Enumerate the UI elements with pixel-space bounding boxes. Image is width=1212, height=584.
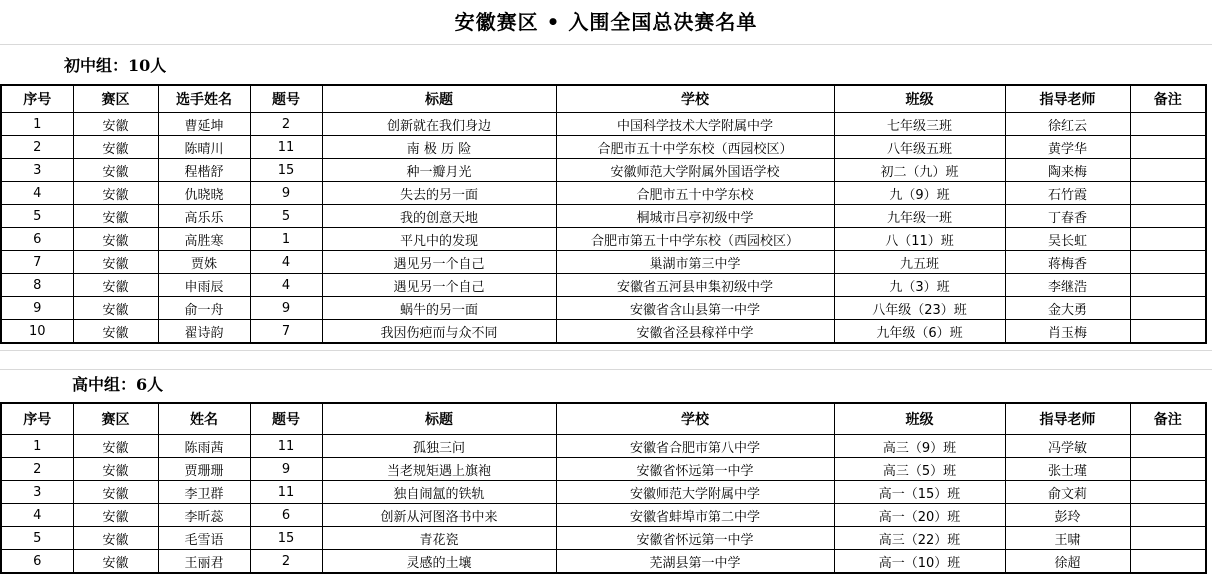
cell[interactable]: 遇见另一个自己: [322, 274, 556, 297]
cell[interactable]: 孤独三问: [322, 435, 556, 458]
cell[interactable]: 11: [250, 481, 322, 504]
cell[interactable]: 6: [250, 504, 322, 527]
cell[interactable]: [1130, 205, 1206, 228]
cell[interactable]: 申雨辰: [158, 274, 250, 297]
cell[interactable]: 1: [1, 435, 73, 458]
cell[interactable]: 七年级三班: [834, 113, 1005, 136]
table-row: [1, 504, 1206, 527]
cell[interactable]: 蜗牛的另一面: [322, 297, 556, 320]
table-row: [1, 205, 1206, 228]
cell[interactable]: 张士瑾: [1005, 458, 1130, 481]
cell[interactable]: 安徽: [73, 481, 158, 504]
cell[interactable]: 安徽: [73, 550, 158, 574]
cell[interactable]: 15: [250, 527, 322, 550]
table-row: [1, 550, 1206, 574]
cell[interactable]: 八年级五班: [834, 136, 1005, 159]
cell[interactable]: [1130, 320, 1206, 344]
cell[interactable]: [1130, 182, 1206, 205]
cell[interactable]: 俞一舟: [158, 297, 250, 320]
cell[interactable]: [1130, 136, 1206, 159]
cell[interactable]: 安徽省含山县第一中学: [556, 297, 834, 320]
col-header-name: 选手姓名: [158, 85, 250, 113]
cell[interactable]: 4: [1, 504, 73, 527]
cell[interactable]: 安徽: [73, 251, 158, 274]
cell[interactable]: 安徽师范大学附属中学: [556, 481, 834, 504]
cell[interactable]: 4: [250, 274, 322, 297]
cell[interactable]: 15: [250, 159, 322, 182]
cell[interactable]: [1130, 550, 1206, 574]
table-row: [1, 251, 1206, 274]
cell[interactable]: 3: [1, 481, 73, 504]
cell[interactable]: [1130, 297, 1206, 320]
senior-table: [0, 402, 1207, 574]
cell[interactable]: 安徽省合肥市第八中学: [556, 435, 834, 458]
table-row: [1, 297, 1206, 320]
cell[interactable]: 翟诗韵: [158, 320, 250, 344]
cell[interactable]: 高一（10）班: [834, 550, 1005, 574]
cell[interactable]: 5: [1, 527, 73, 550]
cell[interactable]: 吴长虹: [1005, 228, 1130, 251]
cell[interactable]: 安徽省蚌埠市第二中学: [556, 504, 834, 527]
cell[interactable]: [1130, 504, 1206, 527]
cell[interactable]: 安徽省五河县申集初级中学: [556, 274, 834, 297]
cell[interactable]: 高一（15）班: [834, 481, 1005, 504]
cell[interactable]: 安徽省怀远第一中学: [556, 458, 834, 481]
cell[interactable]: 巢湖市第三中学: [556, 251, 834, 274]
cell[interactable]: 安徽: [73, 320, 158, 344]
cell[interactable]: [1130, 458, 1206, 481]
cell[interactable]: 安徽: [73, 435, 158, 458]
cell[interactable]: 安徽: [73, 297, 158, 320]
cell[interactable]: 丁春香: [1005, 205, 1130, 228]
cell[interactable]: 九五班: [834, 251, 1005, 274]
cell[interactable]: 青花瓷: [322, 527, 556, 550]
cell[interactable]: 11: [250, 136, 322, 159]
col-header-region: 赛区: [73, 403, 158, 435]
cell[interactable]: 我因伤疤而与众不同: [322, 320, 556, 344]
cell[interactable]: 安徽: [73, 136, 158, 159]
cell[interactable]: 贾姝: [158, 251, 250, 274]
cell[interactable]: 陈晴川: [158, 136, 250, 159]
col-header-teacher: 指导老师: [1005, 403, 1130, 435]
table-row: [1, 458, 1206, 481]
spacer-row: [0, 350, 1212, 370]
cell[interactable]: 2: [250, 550, 322, 574]
cell[interactable]: 黄学华: [1005, 136, 1130, 159]
col-header-school: 学校: [556, 85, 834, 113]
cell[interactable]: 创新从河图洛书中来: [322, 504, 556, 527]
col-header-topic-no: 题号: [250, 403, 322, 435]
cell[interactable]: 9: [250, 458, 322, 481]
cell[interactable]: 安徽: [73, 113, 158, 136]
cell[interactable]: 安徽: [73, 274, 158, 297]
cell[interactable]: 中国科学技术大学附属中学: [556, 113, 834, 136]
cell[interactable]: 合肥市第五十中学东校（西园校区）: [556, 228, 834, 251]
senior-group-label: 高中组：6人: [72, 375, 164, 394]
cell[interactable]: 5: [250, 205, 322, 228]
junior-header-row: [1, 85, 1206, 113]
cell[interactable]: 曹延坤: [158, 113, 250, 136]
cell[interactable]: [1130, 435, 1206, 458]
table-row: [1, 182, 1206, 205]
col-header-index: 序号: [1, 85, 73, 113]
cell[interactable]: 金大勇: [1005, 297, 1130, 320]
cell[interactable]: 10: [1, 320, 73, 344]
cell[interactable]: 仇晓晓: [158, 182, 250, 205]
cell[interactable]: 高乐乐: [158, 205, 250, 228]
table-row: [1, 435, 1206, 458]
junior-group-label: 初中组：10人: [64, 56, 167, 75]
cell[interactable]: 九（3）班: [834, 274, 1005, 297]
cell[interactable]: 安徽: [73, 458, 158, 481]
table-row: [1, 481, 1206, 504]
cell[interactable]: 李昕蕊: [158, 504, 250, 527]
cell[interactable]: 李卫群: [158, 481, 250, 504]
col-header-region: 赛区: [73, 85, 158, 113]
cell[interactable]: 4: [250, 251, 322, 274]
cell[interactable]: 当老规矩遇上旗袍: [322, 458, 556, 481]
cell[interactable]: 高三（5）班: [834, 458, 1005, 481]
col-header-name: 姓名: [158, 403, 250, 435]
cell[interactable]: 创新就在我们身边: [322, 113, 556, 136]
col-header-title: 标题: [322, 403, 556, 435]
col-header-title: 标题: [322, 85, 556, 113]
cell[interactable]: 合肥市五十中学东校（西园校区）: [556, 136, 834, 159]
cell[interactable]: [1130, 481, 1206, 504]
cell[interactable]: 2: [1, 136, 73, 159]
cell[interactable]: 1: [1, 113, 73, 136]
cell[interactable]: 3: [1, 159, 73, 182]
cell[interactable]: 11: [250, 435, 322, 458]
cell[interactable]: 9: [250, 297, 322, 320]
cell[interactable]: 贾珊珊: [158, 458, 250, 481]
cell[interactable]: [1130, 113, 1206, 136]
senior-header-row: [1, 403, 1206, 435]
cell[interactable]: 6: [1, 550, 73, 574]
junior-table-body: [1, 113, 1206, 344]
table-row: [1, 136, 1206, 159]
cell[interactable]: 王啸: [1005, 527, 1130, 550]
cell[interactable]: [1130, 159, 1206, 182]
cell[interactable]: 徐红云: [1005, 113, 1130, 136]
cell[interactable]: 遇见另一个自己: [322, 251, 556, 274]
junior-table: [0, 84, 1207, 344]
cell[interactable]: 7: [1, 251, 73, 274]
cell[interactable]: 陶来梅: [1005, 159, 1130, 182]
col-header-remark: 备注: [1130, 85, 1206, 113]
cell[interactable]: 程楷舒: [158, 159, 250, 182]
cell[interactable]: 蒋梅香: [1005, 251, 1130, 274]
cell[interactable]: 安徽: [73, 504, 158, 527]
cell[interactable]: 肖玉梅: [1005, 320, 1130, 344]
cell[interactable]: 八年级（23）班: [834, 297, 1005, 320]
col-header-topic-no: 题号: [250, 85, 322, 113]
cell[interactable]: 安徽: [73, 527, 158, 550]
cell[interactable]: 2: [250, 113, 322, 136]
cell[interactable]: 8: [1, 274, 73, 297]
cell[interactable]: 7: [250, 320, 322, 344]
cell[interactable]: 高胜寒: [158, 228, 250, 251]
cell[interactable]: 李继浩: [1005, 274, 1130, 297]
cell[interactable]: 王丽君: [158, 550, 250, 574]
table-row: [1, 274, 1206, 297]
cell[interactable]: 安徽省怀远第一中学: [556, 527, 834, 550]
cell[interactable]: 高三（22）班: [834, 527, 1005, 550]
cell[interactable]: 独自闹氲的铁轨: [322, 481, 556, 504]
col-header-remark: 备注: [1130, 403, 1206, 435]
cell[interactable]: 桐城市吕亭初级中学: [556, 205, 834, 228]
cell[interactable]: 安徽: [73, 182, 158, 205]
cell[interactable]: 初二（九）班: [834, 159, 1005, 182]
cell[interactable]: 南 极 历 险: [322, 136, 556, 159]
cell[interactable]: [1130, 228, 1206, 251]
cell[interactable]: 陈雨茜: [158, 435, 250, 458]
cell[interactable]: 4: [1, 182, 73, 205]
table-row: [1, 320, 1206, 344]
cell[interactable]: 种一瓣月光: [322, 159, 556, 182]
cell[interactable]: [1130, 274, 1206, 297]
senior-table-body: [1, 435, 1206, 574]
table-row: [1, 159, 1206, 182]
cell[interactable]: 九（9）班: [834, 182, 1005, 205]
table-row: [1, 113, 1206, 136]
cell[interactable]: 我的创意天地: [322, 205, 556, 228]
cell[interactable]: 平凡中的发现: [322, 228, 556, 251]
cell[interactable]: 八（11）班: [834, 228, 1005, 251]
cell[interactable]: 安徽师范大学附属外国语学校: [556, 159, 834, 182]
sheet-title: 安徽赛区 • 入围全国总决赛名单: [0, 0, 1212, 45]
cell[interactable]: 合肥市五十中学东校: [556, 182, 834, 205]
cell[interactable]: 2: [1, 458, 73, 481]
col-header-class: 班级: [834, 403, 1005, 435]
col-header-index: 序号: [1, 403, 73, 435]
cell[interactable]: [1130, 527, 1206, 550]
cell[interactable]: 5: [1, 205, 73, 228]
cell[interactable]: 6: [1, 228, 73, 251]
cell[interactable]: 安徽省泾县稼祥中学: [556, 320, 834, 344]
col-header-school: 学校: [556, 403, 834, 435]
cell[interactable]: 九年级（6）班: [834, 320, 1005, 344]
cell[interactable]: 俞文莉: [1005, 481, 1130, 504]
cell[interactable]: 高一（20）班: [834, 504, 1005, 527]
cell[interactable]: 失去的另一面: [322, 182, 556, 205]
cell[interactable]: 安徽: [73, 205, 158, 228]
table-row: [1, 527, 1206, 550]
cell[interactable]: 毛雪语: [158, 527, 250, 550]
col-header-class: 班级: [834, 85, 1005, 113]
cell[interactable]: 徐超: [1005, 550, 1130, 574]
cell[interactable]: [1130, 251, 1206, 274]
cell[interactable]: 高三（9）班: [834, 435, 1005, 458]
cell[interactable]: 安徽: [73, 228, 158, 251]
cell[interactable]: 9: [1, 297, 73, 320]
cell[interactable]: 彭玲: [1005, 504, 1130, 527]
cell[interactable]: 9: [250, 182, 322, 205]
cell[interactable]: 冯学敏: [1005, 435, 1130, 458]
cell[interactable]: 芜湖县第一中学: [556, 550, 834, 574]
table-row: [1, 228, 1206, 251]
cell[interactable]: 九年级一班: [834, 205, 1005, 228]
cell[interactable]: 灵感的土壤: [322, 550, 556, 574]
cell[interactable]: 1: [250, 228, 322, 251]
cell[interactable]: 安徽: [73, 159, 158, 182]
col-header-teacher: 指导老师: [1005, 85, 1130, 113]
cell[interactable]: 石竹霞: [1005, 182, 1130, 205]
